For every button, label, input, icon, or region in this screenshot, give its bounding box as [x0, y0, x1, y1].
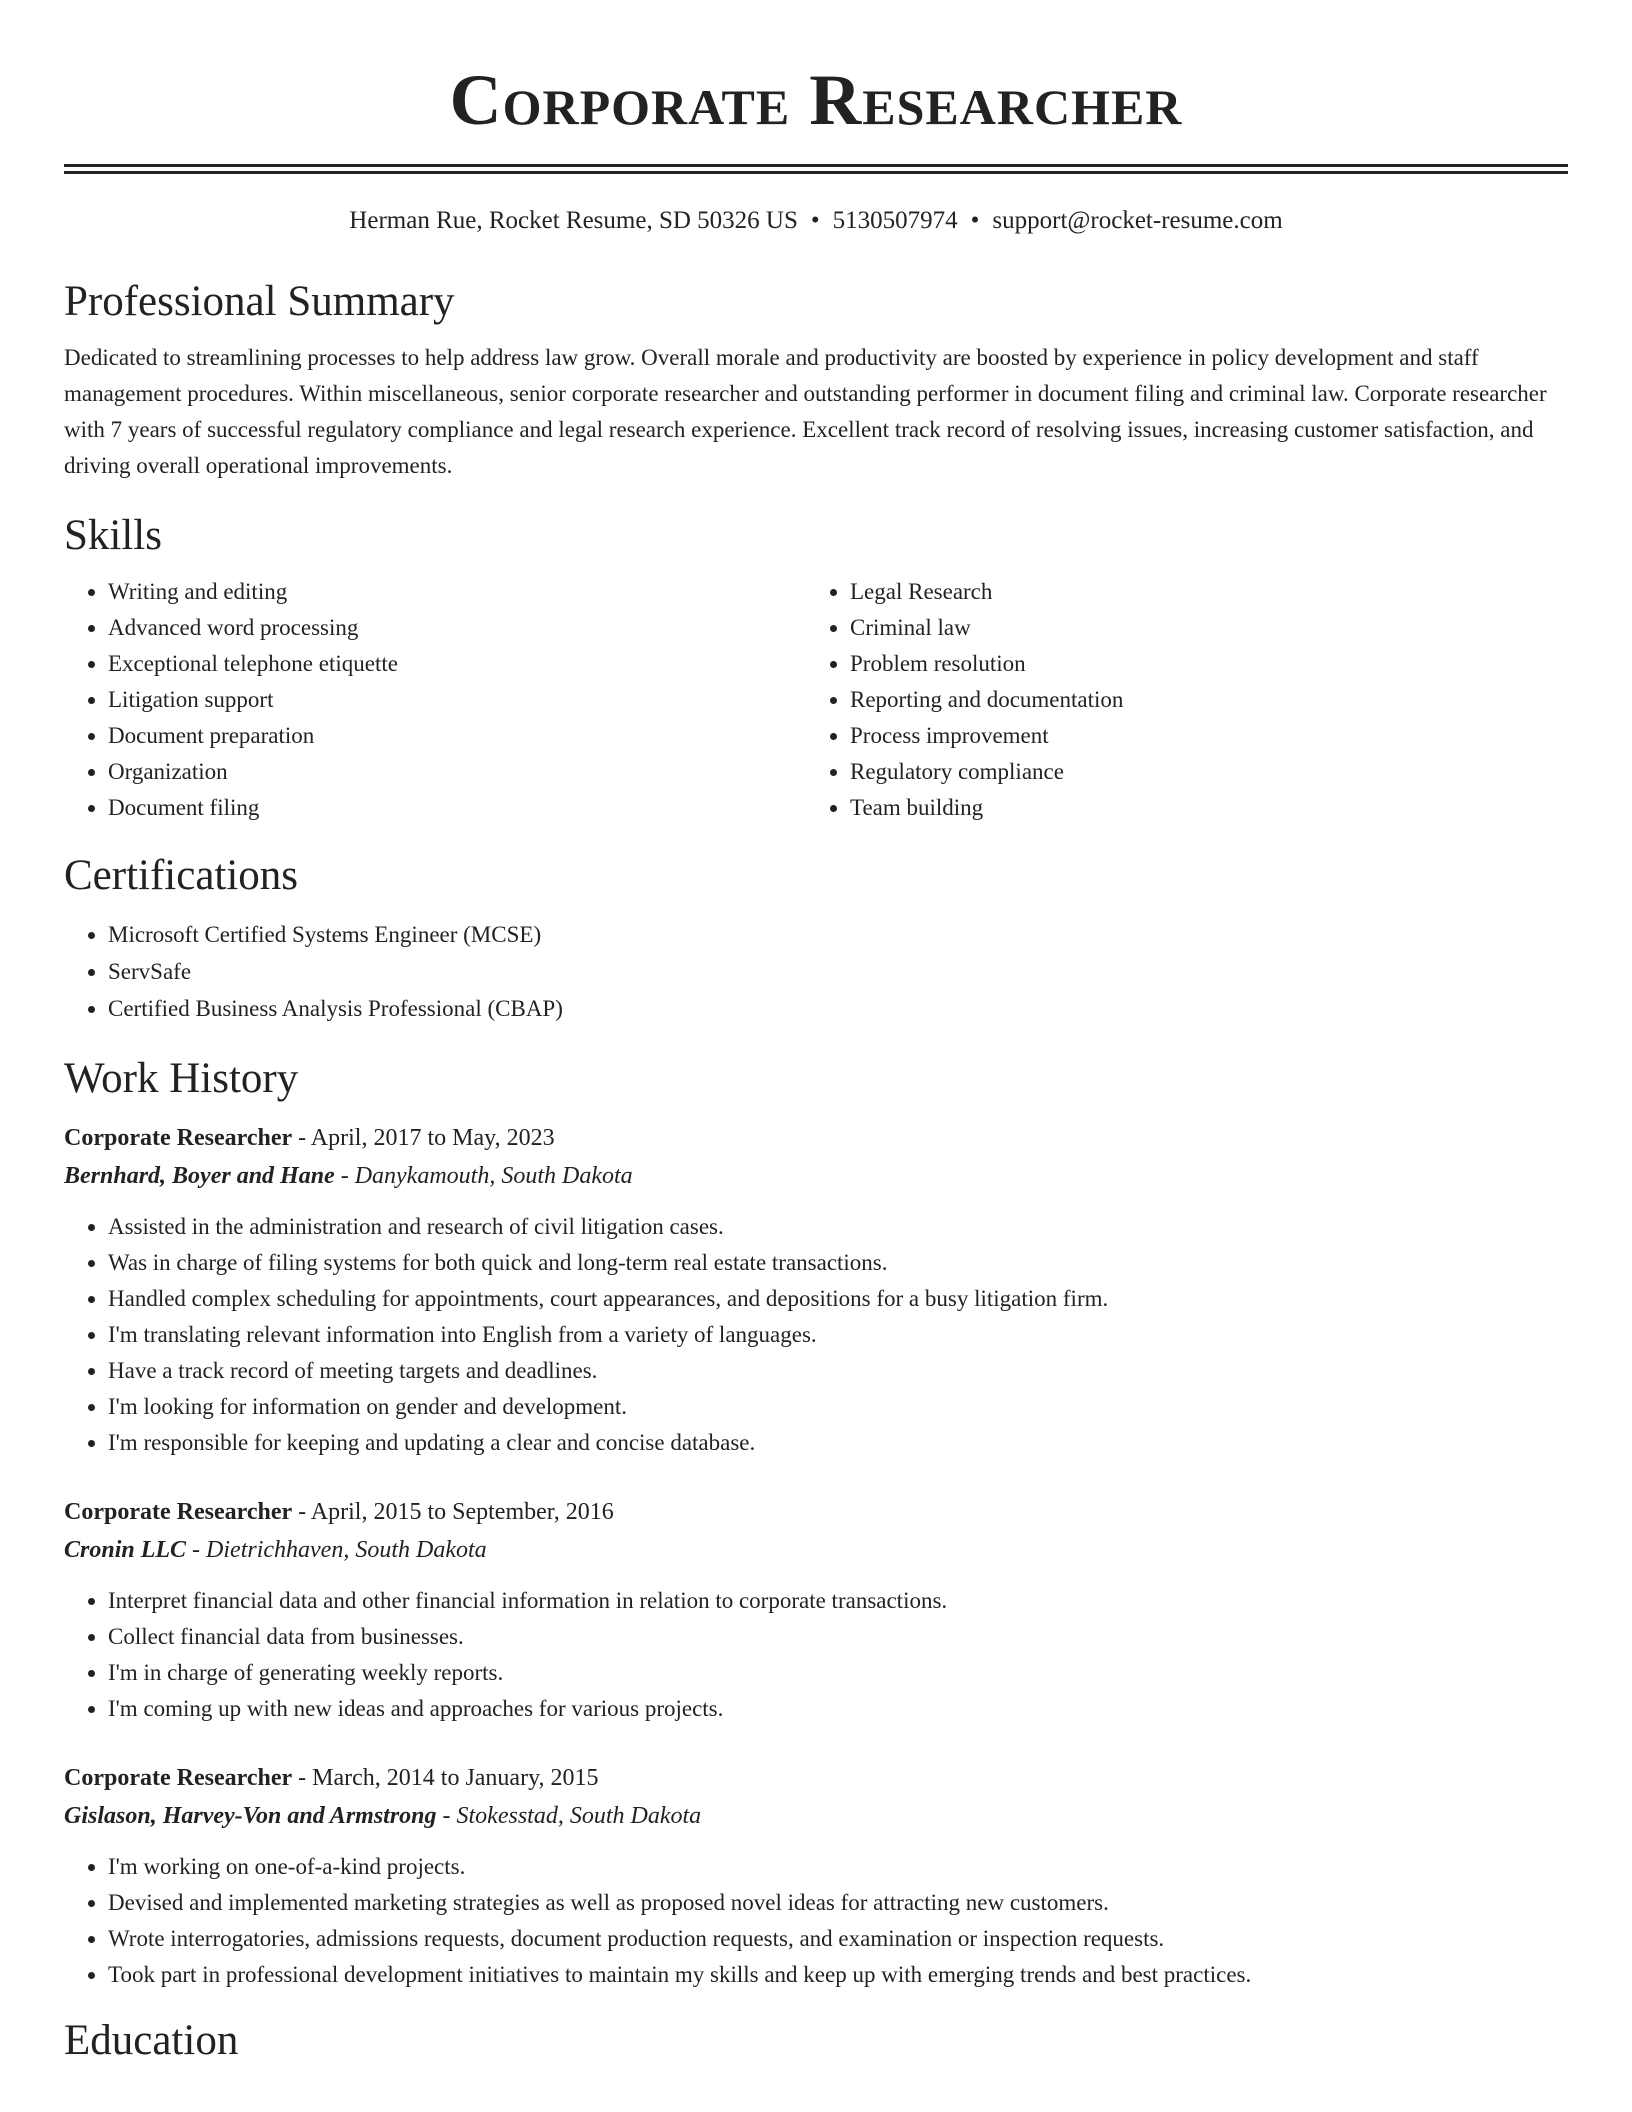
contact-separator: •: [970, 207, 980, 234]
job-bullet: • I'm working on one-of-a-kind projects.: [108, 1849, 1568, 1885]
job-employer: [64, 1157, 1568, 1195]
job-bullet: • Collect financial data from businesses.: [108, 1619, 1568, 1655]
job-entry: [64, 1119, 1568, 1461]
job-employer: [64, 1797, 1568, 1835]
skills-list-left: [64, 574, 806, 826]
certification-item: • Microsoft Certified Systems Engineer (MCSE): [108, 916, 1568, 953]
skill-item: • Problem resolution: [850, 646, 1548, 682]
skill-item: • Team building: [850, 790, 1548, 826]
job-bullet: • Handled complex scheduling for appointments, court appearances, and depositions for a busy litigation firm.: [108, 1281, 1568, 1317]
skills-list-right: [806, 574, 1548, 826]
skill-item: • Litigation support: [108, 682, 806, 718]
job-bullets: [64, 1849, 1568, 1993]
work-history-heading: Work History: [64, 1055, 299, 1102]
skill-item: • Advanced word processing: [108, 610, 806, 646]
job-entry: [64, 1759, 1568, 1993]
skill-item: • Reporting and documentation: [850, 682, 1548, 718]
job-bullet: • I'm responsible for keeping and updating a clear and concise database.: [108, 1425, 1568, 1461]
job-header: [64, 1119, 1568, 1157]
job-title: Corporate Researcher: [64, 1765, 293, 1791]
summary-text: Dedicated to streamlining processes to help address law grow. Overall morale and productivity are boosted by experience in policy development and staff management procedures. Within miscellaneous, senior corporate researcher and outstanding performer in document filing and criminal law. Corporate researcher with 7 years of successful regulatory compliance and legal research experience. Excellent track record of resolving issues, increasing customer satisfaction, and driving overall operational improvements.: [64, 345, 1547, 478]
skill-item: • Exceptional telephone etiquette: [108, 646, 806, 682]
job-dates: - April, 2017 to May, 2023: [292, 1125, 555, 1151]
certifications-section: [64, 850, 1568, 1027]
job-header: [64, 1759, 1568, 1797]
work-history-section: [64, 1053, 1568, 1993]
summary-heading: Professional Summary: [64, 278, 455, 325]
job-bullet: • I'm translating relevant information into English from a variety of languages.: [108, 1317, 1568, 1353]
education-heading: Education: [64, 2017, 239, 2064]
contact-address: Herman Rue, Rocket Resume, SD 50326 US: [349, 207, 798, 234]
job-dates: - March, 2014 to January, 2015: [292, 1765, 599, 1791]
skill-item: • Regulatory compliance: [850, 754, 1548, 790]
job-title: Corporate Researcher: [64, 1125, 293, 1151]
contact-phone: 5130507974: [832, 207, 958, 234]
job-company: Bernhard, Boyer and Hane: [64, 1163, 335, 1189]
skill-item: • Document preparation: [108, 718, 806, 754]
skill-item: • Document filing: [108, 790, 806, 826]
certification-item: • Certified Business Analysis Professional (CBAP): [108, 990, 1568, 1027]
job-location: - Dietrichhaven, South Dakota: [186, 1537, 487, 1563]
skill-item: • Process improvement: [850, 718, 1548, 754]
skill-item: • Organization: [108, 754, 806, 790]
skill-item: • Criminal law: [850, 610, 1548, 646]
job-company: Gislason, Harvey-Von and Armstrong: [64, 1803, 437, 1829]
certification-item: • ServSafe: [108, 953, 1568, 990]
certifications-list: [64, 916, 1568, 1027]
resume-page: [64, 0, 1568, 2067]
job-bullet: • Devised and implemented marketing strategies as well as proposed novel ideas for attracting new customers.: [108, 1885, 1568, 1921]
job-bullet: • I'm coming up with new ideas and approaches for various projects.: [108, 1691, 1568, 1727]
job-company: Cronin LLC: [64, 1537, 187, 1563]
resume-title: Corporate Researcher: [449, 60, 1183, 140]
job-entry: [64, 1493, 1568, 1727]
job-title: Corporate Researcher: [64, 1499, 293, 1525]
certifications-heading: Certifications: [64, 852, 299, 899]
job-location: - Danykamouth, South Dakota: [334, 1163, 633, 1189]
job-bullet: • Assisted in the administration and research of civil litigation cases.: [108, 1209, 1568, 1245]
title-divider: [64, 164, 1568, 174]
job-bullet: • I'm in charge of generating weekly reports.: [108, 1655, 1568, 1691]
job-bullet: • I'm looking for information on gender and development.: [108, 1389, 1568, 1425]
job-bullets: [64, 1209, 1568, 1461]
contact-separator: •: [810, 207, 820, 234]
job-dates: - April, 2015 to September, 2016: [292, 1499, 614, 1525]
job-bullets: [64, 1583, 1568, 1727]
skill-item: • Writing and editing: [108, 574, 806, 610]
contact-email: support@rocket-resume.com: [992, 207, 1283, 234]
job-employer: [64, 1531, 1568, 1569]
education-section: [64, 2015, 1568, 2067]
job-bullet: • Interpret financial data and other financial information in relation to corporate transactions.: [108, 1583, 1568, 1619]
skills-columns: [64, 574, 1568, 826]
skills-heading: Skills: [64, 512, 162, 559]
job-bullet: • Have a track record of meeting targets and deadlines.: [108, 1353, 1568, 1389]
job-header: [64, 1493, 1568, 1531]
contact-line: [64, 204, 1568, 238]
job-bullet: • Wrote interrogatories, admissions requests, document production requests, and examination or inspection requests.: [108, 1921, 1568, 1957]
job-bullet: • Was in charge of filing systems for both quick and long-term real estate transactions.: [108, 1245, 1568, 1281]
job-bullet: • Took part in professional development initiatives to maintain my skills and keep up with emerging trends and best practices.: [108, 1957, 1568, 1993]
skills-section: [64, 510, 1568, 826]
job-location: - Stokesstad, South Dakota: [436, 1803, 702, 1829]
skill-item: • Legal Research: [850, 574, 1548, 610]
summary-section: [64, 276, 1568, 484]
